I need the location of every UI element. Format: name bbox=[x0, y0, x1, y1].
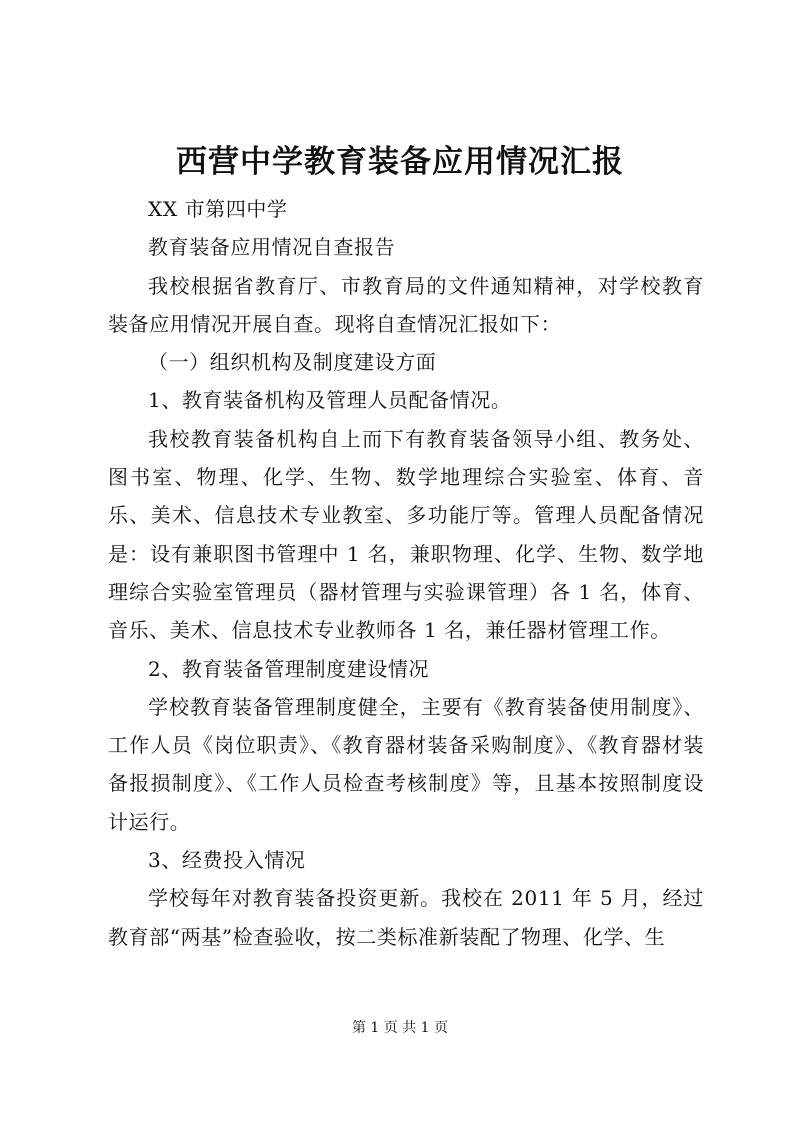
page-footer: 第 1 页 共 1 页 bbox=[351, 1020, 449, 1036]
funding-paragraph: 学校每年对教育装备投资更新。我校在 2011 年 5 月，经过教育部“两基”检查验收，按二类标准新装配了物理、化学、生 bbox=[108, 886, 704, 949]
section-heading-organization: （一）组织机构及制度建设方面 bbox=[148, 350, 437, 375]
subheading-staffing: 1、教育装备机构及管理人员配备情况。 bbox=[148, 388, 512, 413]
document-body bbox=[108, 190, 704, 956]
subheading-funding: 3、经费投入情况 bbox=[148, 848, 306, 873]
subheading-regulations: 2、教育装备管理制度建设情况 bbox=[148, 656, 430, 681]
staffing-paragraph: 我校教育装备机构自上而下有教育装备领导小组、教务处、图书室、物理、化学、生物、数学地理综合实验室、体育、音乐、美术、信息技术专业教室、多功能厅等。管理人员配备情况是：设有兼职图书管理中 1 名，兼职物理、化学、生物、数学地理综合实验室管理员（器材管理与实验课管理）各 1 名，体育、音乐、美术、信息技术专业教师各 1 名，兼任器材管理工作。 bbox=[108, 426, 704, 643]
intro-paragraph: 我校根据省教育厅、市教育局的文件通知精神，对学校教育装备应用情况开展自查。现将自查情况汇报如下： bbox=[108, 273, 704, 336]
document-title: 西营中学教育装备应用情况汇报 bbox=[176, 144, 624, 180]
regulations-paragraph: 学校教育装备管理制度健全，主要有《教育装备使用制度》、工作人员《岗位职责》、《教育器材装备采购制度》、《教育器材装备报损制度》、《工作人员检查考核制度》等，且基本按照制度设计运行。 bbox=[108, 694, 704, 834]
school-name-line: XX 市第四中学 bbox=[148, 197, 288, 221]
report-subtitle: 教育装备应用情况自查报告 bbox=[148, 235, 396, 260]
